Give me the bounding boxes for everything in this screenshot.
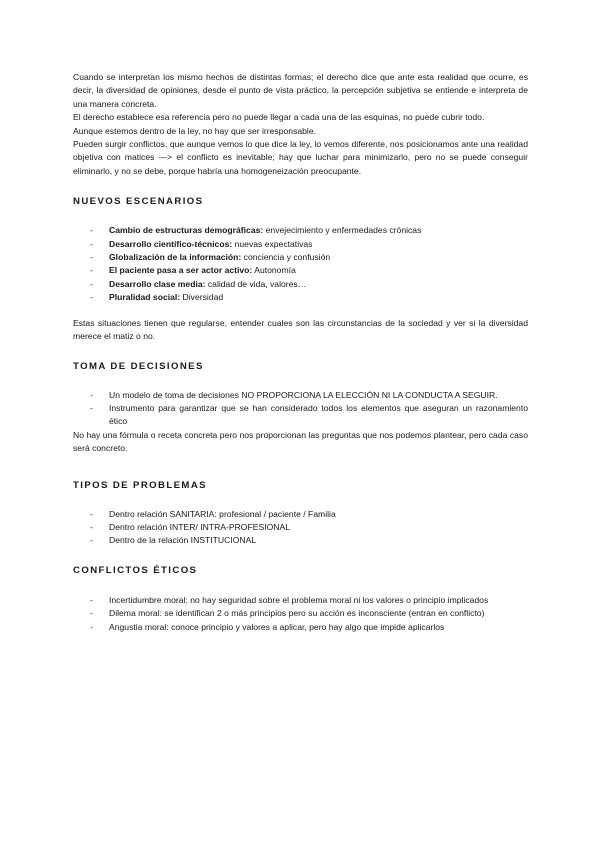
item-text: Angustia moral: conoce principio y valores a aplicar, pero hay algo que impide aplicarlos xyxy=(109,621,445,632)
list-nuevos-escenarios xyxy=(73,224,528,304)
list-item xyxy=(73,251,528,264)
item-bold-label: Globalización de la información: xyxy=(109,252,242,263)
nuevos-summary-paragraph: Estas situaciones tienen que regularse, entender cuales son las circunstancias de la sociedad y ver si la diversidad merece el matiz o no. xyxy=(73,317,528,342)
intro-paragraph: Aunque estemos dentro de la ley, no hay que ser irresponsable. xyxy=(73,125,317,136)
item-text: Dilema moral: se identifican 2 o más principios pero su acción es inconsciente (entran en conflicto) xyxy=(109,608,485,619)
list-item xyxy=(73,621,528,634)
item-text: conciencia y confusión xyxy=(241,252,331,263)
list-item xyxy=(73,264,528,277)
bullet-dash: - xyxy=(90,608,93,619)
list-item xyxy=(73,389,528,402)
list-item xyxy=(73,594,528,607)
bullet-dash: - xyxy=(90,521,93,532)
list-tipos-de-problemas xyxy=(73,508,528,548)
item-text: Dentro relación SANITARIA: profesional / paciente / Familia xyxy=(109,508,336,519)
list-item xyxy=(73,291,528,304)
item-text: Incertidumbre moral: no hay seguridad sobre el problema moral ni los valores o principio implicados xyxy=(109,594,489,605)
item-text: Dentro relación INTER/ INTRA-PROFESIONAL xyxy=(109,521,290,532)
bullet-dash: - xyxy=(90,238,93,249)
item-bold-label: El paciente pasa a ser actor activo: xyxy=(109,265,253,276)
list-item xyxy=(73,238,528,251)
bullet-dash: - xyxy=(90,594,93,605)
item-bold-label: Desarrollo científico-técnicos: xyxy=(109,238,233,249)
bullet-dash: - xyxy=(90,278,93,289)
item-bold-label: Cambio de estructuras demográficas: xyxy=(109,225,264,236)
heading-conflictos-eticos: CONFLICTOS ÉTICOS xyxy=(73,564,198,576)
list-item xyxy=(73,534,528,547)
bullet-dash: - xyxy=(90,535,93,546)
list-toma-de-decisiones xyxy=(73,389,528,429)
bullet-dash: - xyxy=(90,292,93,303)
item-text: Diversidad xyxy=(180,292,224,303)
bullet-dash: - xyxy=(90,225,93,236)
heading-nuevos-escenarios: NUEVOS ESCENARIOS xyxy=(73,196,204,208)
item-text: calidad de vida, valores… xyxy=(205,278,307,289)
item-text: nuevas expectativas xyxy=(232,238,313,249)
item-text: envejecimiento y enfermedades crónicas xyxy=(263,225,422,236)
intro-paragraph: Cuando se interpretan los mismo hechos de distintas formas; el derecho dice que ante esta realidad que ocurre, es decir, la diversidad de opiniones, desde el punto de vista práctico, la percepción subjetiva se entiende e interpreta de una manera concreta. xyxy=(73,72,528,109)
bullet-dash: - xyxy=(90,508,93,519)
heading-tipos-de-problemas: TIPOS DE PROBLEMAS xyxy=(73,479,207,491)
item-bold-label: Pluralidad social: xyxy=(109,292,181,303)
list-conflictos-eticos xyxy=(73,594,528,634)
list-item xyxy=(73,607,528,620)
list-item xyxy=(73,224,528,237)
bullet-dash: - xyxy=(90,621,93,632)
list-item xyxy=(73,278,528,291)
heading-toma-de-decisiones: TOMA DE DECISIONES xyxy=(73,360,204,372)
document-content xyxy=(73,71,528,634)
bullet-dash: - xyxy=(90,265,93,276)
bullet-dash: - xyxy=(90,389,93,400)
bullet-dash: - xyxy=(90,402,93,413)
item-text: Dentro de la relación INSTITUCIONAL xyxy=(109,535,257,546)
list-item xyxy=(73,508,528,521)
intro-paragraph: El derecho establece esa referencia pero no puede llegar a cada una de las esquinas, no puede cubrir todo. xyxy=(73,112,485,123)
intro-paragraph: Pueden surgir conflictos, que aunque vemos lo que dice la ley, lo vemos diferente, nos posicionamos ante una realidad objetiva con matices —> el conflicto es inevitable; hay que luchar para minimizarlo, pero no se puede conseguir eliminarlo, y no se debe, porque habría una homogeneización preocupante. xyxy=(73,139,528,176)
item-bold-label: Desarrollo clase media: xyxy=(109,278,206,289)
list-item xyxy=(73,521,528,534)
item-text: Un modelo de toma de decisiones NO PROPORCIONA LA ELECCIÓN NI LA CONDUCTA A SEGUIR. xyxy=(109,389,498,400)
item-text: Instrumento para garantizar que se han considerado todos los elementos que aseguran un razonamiento ético xyxy=(109,402,528,427)
item-text: Autonomía xyxy=(252,265,296,276)
bullet-dash: - xyxy=(90,252,93,263)
toma-summary-paragraph: No hay una fórmula o receta concreta pero nos proporcionan las preguntas que nos podemos plantear, pero cada caso será concreto. xyxy=(73,429,528,454)
list-item xyxy=(73,402,528,429)
